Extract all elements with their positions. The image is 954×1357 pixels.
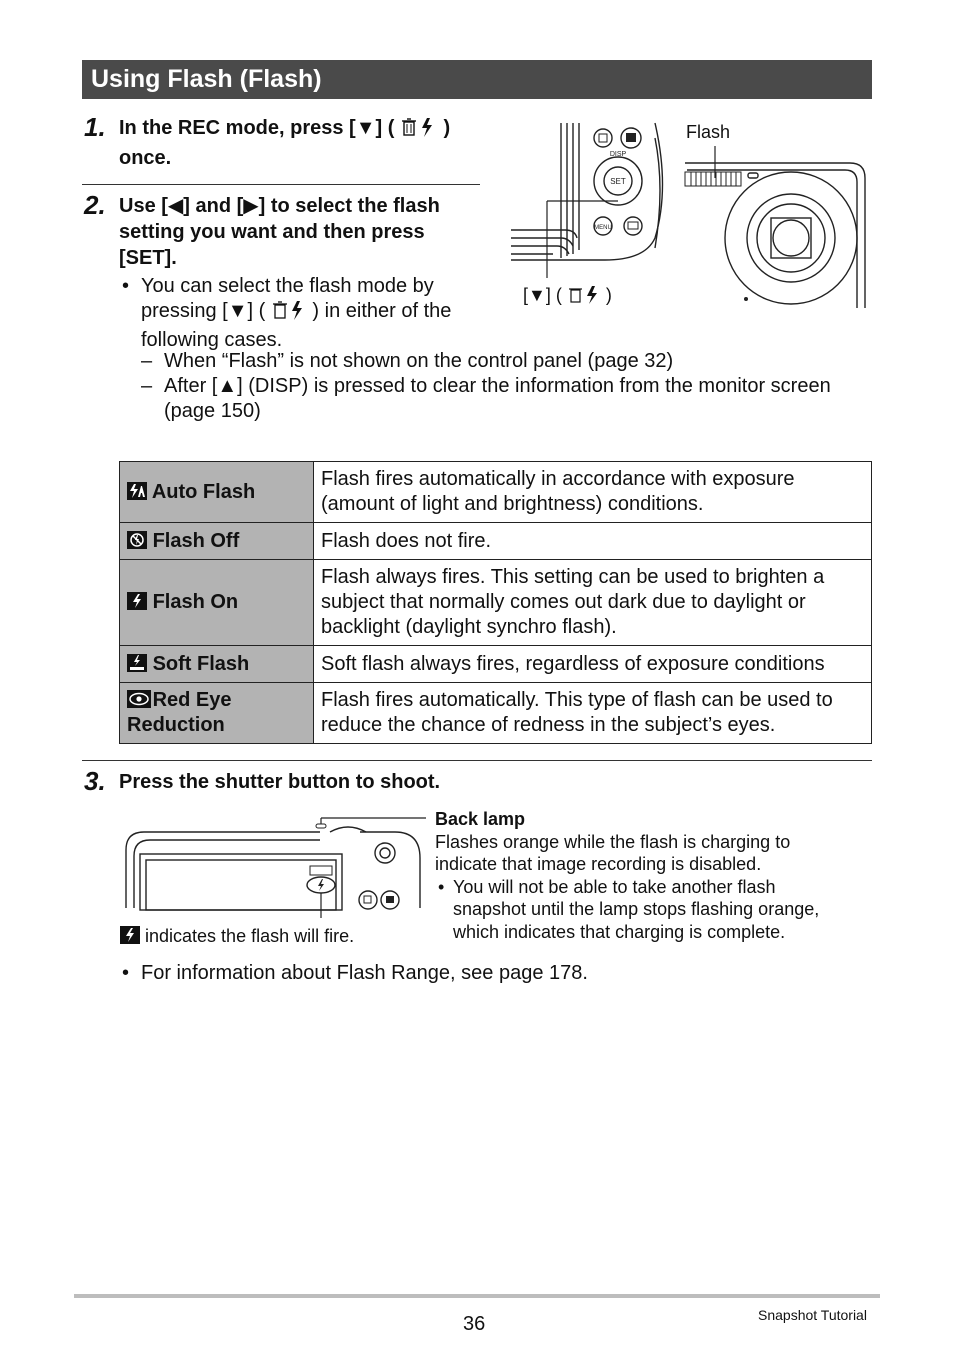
- table-row: [120, 523, 872, 560]
- camera-back-illustration: [120, 808, 430, 918]
- soft-flash-icon: [127, 654, 147, 672]
- flash-indicator-note: [120, 925, 354, 948]
- back-lamp-callout: [435, 808, 875, 943]
- auto-flash-icon: [127, 482, 147, 500]
- back-lamp-line-2: indicate that image recording is disabled.: [435, 854, 762, 874]
- step-2-line-2: setting you want and then press: [119, 221, 425, 243]
- mode-description: Flash always fires. This setting can be used to brighten a subject that normally comes out dark due to daylight or backlight (daylight synchro flash).: [314, 560, 872, 646]
- flash-range-note: For information about Flash Range, see page 178.: [141, 962, 588, 984]
- step-2-text: [119, 193, 489, 271]
- range-note-marker: •: [122, 962, 130, 984]
- table-row: [120, 560, 872, 646]
- disp-label: DISP: [609, 151, 627, 158]
- step-2-bullet: [141, 274, 491, 353]
- footer-rule: [74, 1294, 880, 1298]
- mode-description: Flash fires automatically in accordance with exposure (amount of light and brightness) conditions.: [314, 462, 872, 523]
- flash-on-icon: [120, 926, 140, 944]
- back-lamp-bullet: [435, 876, 875, 944]
- back-lamp-bullet-line-1: You will not be able to take another flash: [453, 876, 776, 897]
- flash-off-icon: [127, 531, 147, 549]
- step-1-text-b: ): [443, 117, 451, 139]
- back-lamp-line-1: Flashes orange while the flash is charging to: [435, 831, 791, 852]
- flash-on-icon: [127, 592, 147, 610]
- step-2-number: 2.: [84, 190, 106, 220]
- dash-item-1: When “Flash” is not shown on the control panel (page 32): [164, 350, 674, 372]
- camera-diagram: [505, 118, 875, 318]
- flash-label: Flash: [686, 122, 731, 142]
- mode-label: Flash Off: [152, 529, 240, 552]
- mode-label-cell: [120, 560, 314, 646]
- divider: [82, 760, 872, 761]
- dash-item-2: [164, 374, 874, 424]
- step-2-bullet-marker: •: [122, 275, 130, 297]
- page-number: 36: [463, 1313, 486, 1335]
- mode-label-cell: [120, 523, 314, 560]
- mode-description: Soft flash always fires, regardless of exposure conditions: [314, 646, 872, 683]
- dash-item-2-line-1: After [▲] (DISP) is pressed to clear the information from the monitor screen: [164, 375, 831, 397]
- dash-item-2-line-2: (page 150): [164, 400, 261, 422]
- dash-marker-1: –: [141, 350, 153, 372]
- mode-description: Flash does not fire.: [314, 523, 872, 560]
- menu-label: MENU: [594, 225, 612, 231]
- down-button-label: [523, 284, 612, 311]
- table-row: [120, 646, 872, 683]
- step-2-bullet-line-2b: ) in either of the: [312, 300, 452, 322]
- mode-label-cell: [120, 646, 314, 683]
- mode-description: Flash fires automatically. This type of flash can be used to reduce the chance of redness in the subject’s eyes.: [314, 683, 872, 744]
- flash-modes-table: [119, 461, 872, 744]
- mode-label-cell: [120, 462, 314, 523]
- down-button-label-b: ): [605, 285, 612, 305]
- mode-label: Soft Flash: [152, 652, 250, 675]
- flash-indicator-text: indicates the flash will fire.: [145, 926, 355, 946]
- step-1-text-c: once.: [119, 147, 172, 169]
- step-2-line-3: [SET].: [119, 247, 177, 269]
- bullet-marker: •: [438, 876, 445, 897]
- divider: [82, 184, 480, 185]
- trash-flash-icon: [567, 285, 601, 311]
- step-1-text: [119, 115, 484, 171]
- back-lamp-diagram: [120, 808, 430, 918]
- section-title: Using Flash (Flash): [82, 60, 872, 99]
- set-label: SET: [610, 177, 626, 186]
- step-2-bullet-line-2a: pressing [▼] (: [141, 300, 266, 322]
- step-2-bullet-line-1: You can select the flash mode by: [141, 275, 434, 297]
- step-1-number: 1.: [84, 112, 106, 142]
- red-eye-icon: [127, 690, 147, 708]
- mode-label-cell: [120, 683, 314, 744]
- section-name: Snapshot Tutorial: [758, 1307, 867, 1323]
- step-3-number: 3.: [84, 766, 106, 796]
- back-lamp-bullet-line-3: which indicates that charging is complete.: [453, 921, 786, 942]
- trash-flash-icon: [271, 299, 307, 328]
- step-1-text-a: In the REC mode, press [▼] (: [119, 117, 395, 139]
- mode-label: Flash On: [152, 591, 239, 613]
- table-row: [120, 462, 872, 523]
- step-3-text: Press the shutter button to shoot.: [119, 771, 441, 793]
- mode-label: Auto Flash: [151, 480, 256, 503]
- step-2-bullet-line-2: [141, 299, 491, 328]
- trash-flash-icon: [400, 116, 438, 145]
- step-2-line-1: Use [◀] and [▶] to select the flash: [119, 195, 440, 217]
- step-2-bullet-line-3: following cases.: [141, 329, 283, 351]
- table-row: [120, 683, 872, 744]
- mode-label: Red Eye Reduction: [127, 689, 232, 736]
- down-button-label-a: [▼] (: [523, 285, 562, 305]
- back-lamp-bullet-line-2: snapshot until the lamp stops flashing orange,: [453, 899, 820, 919]
- back-lamp-title: Back lamp: [435, 809, 526, 829]
- dash-marker-2: –: [141, 375, 153, 397]
